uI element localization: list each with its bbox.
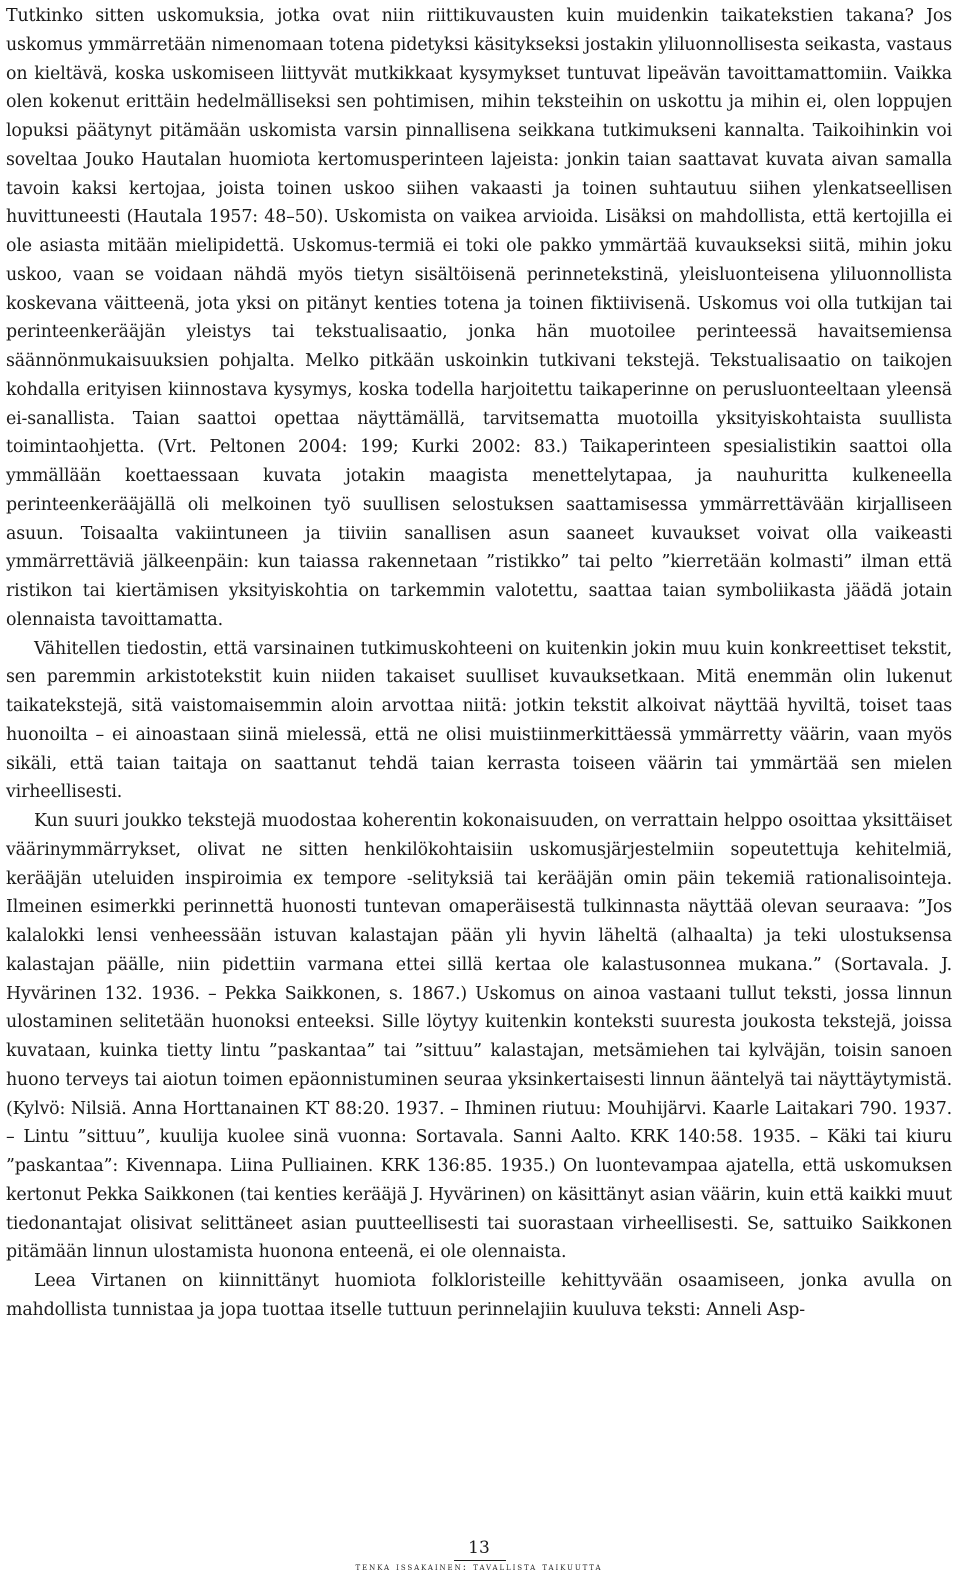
paragraph-3: Kun suuri joukko tekstejä muodostaa koherentin kokonaisuuden, on verrattain helppo osoittaa yksittäiset väärinymmärrykset, olivat ne sitten henkilökohtaisiin uskomusjärjestelmiin sopeutettuja kehitelmiä, kerääjän uteluiden inspiroimia ex tempore -selityksiä tai kerääjän omin päin tekemiä rationalisointeja. Ilmeinen esimerkki perinnettä huonosti tuntevan omaperäisestä tulkinnasta näyttää olevan seuraava: ”Jos kalalokki lensi venheessään istuvan kalastajan pään yli hyvin läheltä (alhaalta) ja teki ulostuksensa kalastajan päälle, niin pidettiin varmana ettei sillä kertaa ole kalastusonnea mukana.” (Sortavala. J. Hyvärinen 132. 1936. – Pekka Saikkonen, s. 1867.) Uskomus on ainoa vastaani tullut teksti, jossa linnun ulostaminen selitetään huonoksi enteeksi. Sille löytyy kuitenkin konteksti suuresta joukosta tekstejä, joissa kuvataan, kuinka tietty lintu ”paskantaa” tai ”sittuu” kalastajan, metsämiehen tai kylväjän, toisin sanoen huono terveys tai aiotun toimen epäonnistuminen seuraa yksinkertaisesti linnun ääntelyä tai näyttäytymistä. (Kylvö: Nilsiä. Anna Horttanainen KT 88:20. 1937. – Ihminen riutuu: Mouhijärvi. Kaarle Laitakari 790. 1937. – Lintu ”sittuu”, kuulija kuolee sinä vuonna: Sortavala. Sanni Aalto. KRK 140:58. 1935. – Käki tai kiuru ”paskantaa”: Kivennapa. Liina Pulliainen. KRK 136:85. 1935.) On luontevampaa ajatella, että uskomuksen kertonut Pekka Saikkonen (tai kenties kerääjä J. Hyvärinen) on käsittänyt asian väärin, kuin että kaikki muut tiedonantajat olisivat selittäneet asian puutteellisesti tai suorastaan virheellisesti. Se, sattuiko Saikkonen pitämään linnun ulostamista huonona enteenä, ei ole olennaista. xyxy=(6,811,952,1263)
page-number: 13 xyxy=(468,1538,490,1558)
paragraph-1: Tutkinko sitten uskomuksia, jotka ovat niin riittikuvausten kuin muidenkin taikatekstien takana? Jos uskomus ymmärretään nimenomaan totena pidetyksi käsitykseksi jostakin yliluonnollisesta seikasta, vastaus on kieltävä, koska uskomiseen liittyvät mutkikkaat kysymykset tuntuvat lipeävän tavoittamattomiin. Vaikka olen kokenut erittäin hedelmälliseksi sen pohtimisen, mihin teksteihin on uskottu ja mihin ei, olen loppujen lopuksi päätynyt pitämään uskomista varsin pinnallisena seikkana tutkimukseni kannalta. Taikoihinkin voi soveltaa Jouko Hautalan huomiota kertomusperinteen lajeista: jonkin taian saattavat kuvata aivan samalla tavoin kaksi kertojaa, joista toinen uskoo siihen vakaasti ja toinen suhtautuu siihen ylenkatseellisen huvittuneesti (Hautala 1957: 48–50). Uskomista on vaikea arvioida. Lisäksi on mahdollista, että kertojilla ei ole asiasta mitään mielipidettä. Uskomus-termiä ei toki ole pakko ymmärtää kuvaukseksi siitä, mihin joku uskoo, vaan se voidaan nähdä myös tietyn sisältöisenä perinnetekstinä, yleisluonteisena yliluonnollista koskevana väitteenä, jota yksi on pitänyt kenties totena ja toinen fiktiivisenä. Uskomus voi olla tutkijan tai perinteenkerääjän yleistys tai tekstualisaatio, jonka hän muotoilee perinteessä havaitsemiensa säännönmukaisuuksien pohjalta. Melko pitkään uskoinkin tutkivani tekstejä. Tekstualisaatio on taikojen kohdalla erityisen kiinnostava kysymys, koska todella harjoitettu taikaperinne on perusluonteeltaan yleensä ei-sanallista. Taian saattoi opettaa näyttämällä, tarvitsematta muotoilla yksityiskohtaista suullista toimintaohjetta. (Vrt. Peltonen 2004: 199; Kurki 2002: 83.) Taikaperinteen spesialistikin saattoi olla ymmällään koettaessaan kuvata jotakin maagista menettelytapaa, ja nauhuritta kulkeneella perinteenkerääjällä oli melkoinen työ suullisen selostuksen saattamisessa ymmärrettävään kirjalliseen asuun. Toisaalta vakiintuneen ja tiiviin sanallisen asun saaneet kuvaukset voivat olla vaikeasti ymmärrettäviä jälkeenpäin: kun taiassa rakennetaan ”ristikko” tai pelto ”kierretään kolmasti” ilman että ristikon tai kiertämisen yksityiskohtia on tarkemmin valotettu, saattaa taian symboliikasta jäädä jotain olennaista tavoittamatta. xyxy=(6,6,952,630)
paragraph-4: Leea Virtanen on kiinnittänyt huomiota folkloristeille kehittyvään osaamiseen, jonka avulla on mahdollista tunnistaa ja jopa tuottaa itselle tuttuun perinnelajiin kuuluva teksti: Anneli Asp- xyxy=(6,1271,952,1320)
running-footer: tenka issakainen: tavallista taikuutta xyxy=(355,1561,603,1573)
document-page xyxy=(6,0,952,1577)
paragraph-2: Vähitellen tiedostin, että varsinainen tutkimuskohteeni on kuitenkin jokin muu kuin konkreettiset tekstit, sen paremmin arkistotekstit kuin niiden takaiset suulliset kuvauksetkaan. Mitä enemmän olin lukenut taikatekstejä, sitä vaistomaisemmin aloin arvottaa niitä: jotkin tekstit alkoivat näyttää hyviltä, toiset taas huonoilta – ei ainoastaan siinä mielessä, että ne olisi muistiinmerkittäessä ymmärretty väärin, vaan myös sikäli, että taian taitaja on saattanut tehdä taian kerrasta toiseen väärin tai ymmärtää sen mielen virheellisesti. xyxy=(6,638,952,803)
body-text xyxy=(6,2,952,1325)
